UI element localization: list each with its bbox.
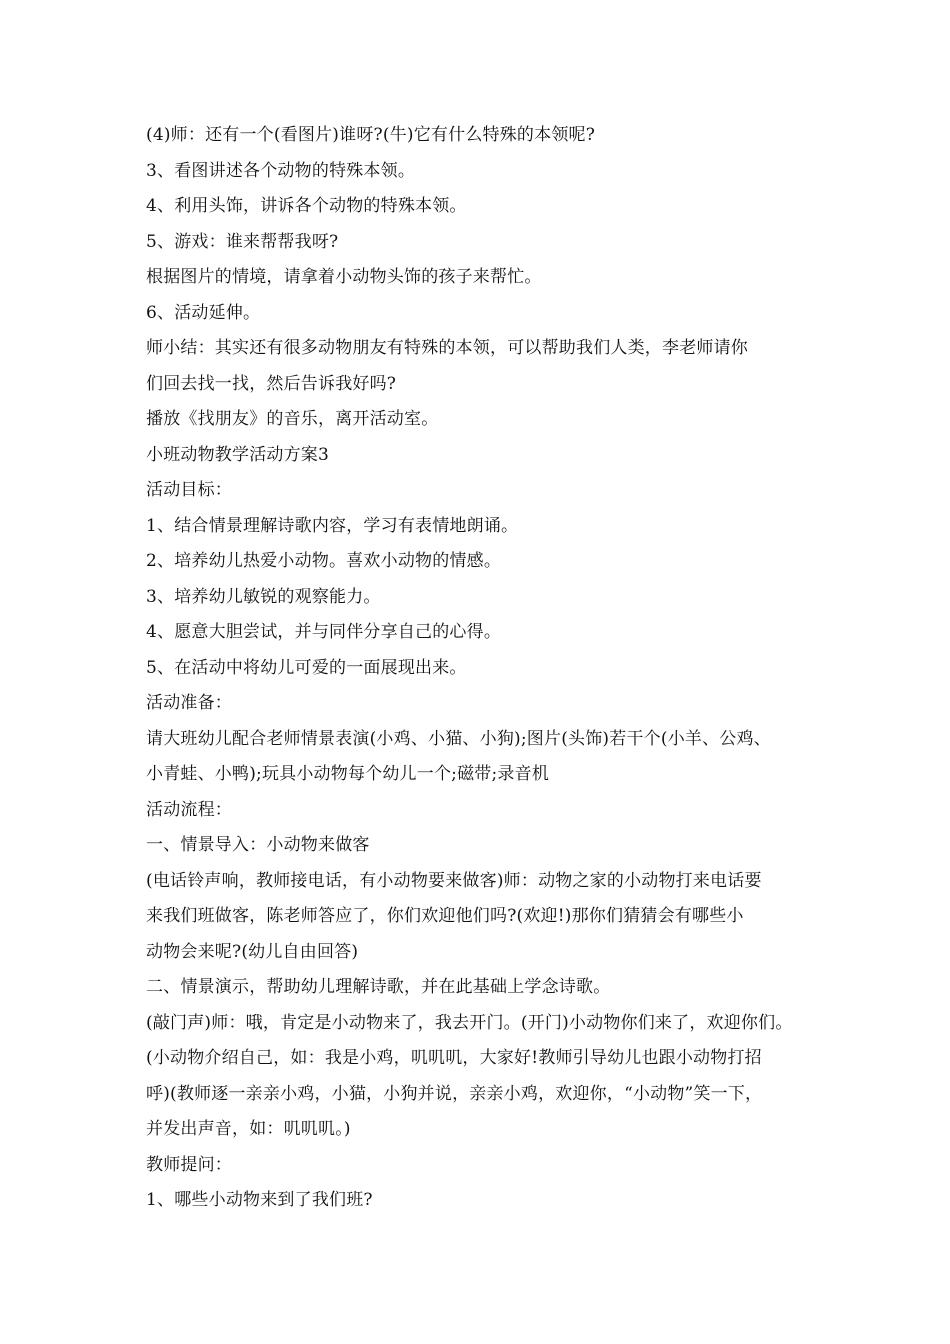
text-line: 4、愿意大胆尝试，并与同伴分享自己的心得。 [146,622,502,642]
text-line: 3、培养幼儿敏锐的观察能力。 [146,586,381,607]
text-line: 2、培养幼儿热爱小动物。喜欢小动物的情感。 [146,551,502,571]
section-title: 小班动物教学活动方案3 [146,444,330,465]
text-line: 来我们班做客，陈老师答应了，你们欢迎他们吗?(欢迎!)那你们猜猜会有哪些小 [146,906,744,926]
text-line: 并发出声音，如：叽叽叽。) [146,1119,351,1139]
text-line: 根据图片的情境，请拿着小动物头饰的孩子来帮忙。 [146,267,542,287]
text-line: 动物会来呢?(幼儿自由回答) [146,941,359,962]
text-line: (敲门声)师：哦，肯定是小动物来了，我去开门。(开门)小动物你们来了，欢迎你们。 [146,1012,793,1033]
text-line: 1、结合情景理解诗歌内容，学习有表情地朗诵。 [146,515,519,536]
heading-preparation: 活动准备： [146,693,232,713]
text-line: (4)师：还有一个(看图片)谁呀?(牛)它有什么特殊的本领呢? [146,125,596,145]
text-line: 1、哪些小动物来到了我们班? [146,1190,373,1210]
text-line: 播放《找朋友》的音乐，离开活动室。 [146,409,439,429]
text-line: (小动物介绍自己，如：我是小鸡，叽叽叽，大家好!教师引导幼儿也跟小动物打招 [146,1048,762,1068]
text-line: 5、游戏：谁来帮帮我呀? [146,231,339,252]
heading-teacher-questions: 教师提问： [146,1154,232,1175]
document-body [146,118,816,1219]
text-line: 一、情景导入：小动物来做客 [146,835,370,855]
text-line: 3、看图讲述各个动物的特殊本领。 [146,160,416,181]
text-line: 呼)(教师逐一亲亲小鸡，小猫，小狗并说，亲亲小鸡，欢迎你，“小动物”笑一下， [146,1083,763,1104]
text-line: 6、活动延伸。 [146,302,261,323]
text-line: 4、利用头饰，讲诉各个动物的特殊本领。 [146,196,467,216]
text-line: 小青蛙、小鸭);玩具小动物每个幼儿一个;磁带;录音机 [146,764,550,784]
text-line: 请大班幼儿配合老师情景表演(小鸡、小猫、小狗);图片(头饰)若干个(小羊、公鸡、 [146,728,771,749]
text-line: 5、在活动中将幼儿可爱的一面展现出来。 [146,657,467,678]
heading-goals: 活动目标： [146,480,232,500]
text-line: 们回去找一找，然后告诉我好吗? [146,373,397,394]
text-line: (电话铃声响，教师接电话，有小动物要来做客)师：动物之家的小动物打来电话要 [146,870,762,891]
text-line: 师小结：其实还有很多动物朋友有特殊的本领，可以帮助我们人类，李老师请你 [146,338,748,358]
text-line: 二、情景演示，帮助幼儿理解诗歌，并在此基础上学念诗歌。 [146,977,611,997]
heading-process: 活动流程： [146,799,232,820]
